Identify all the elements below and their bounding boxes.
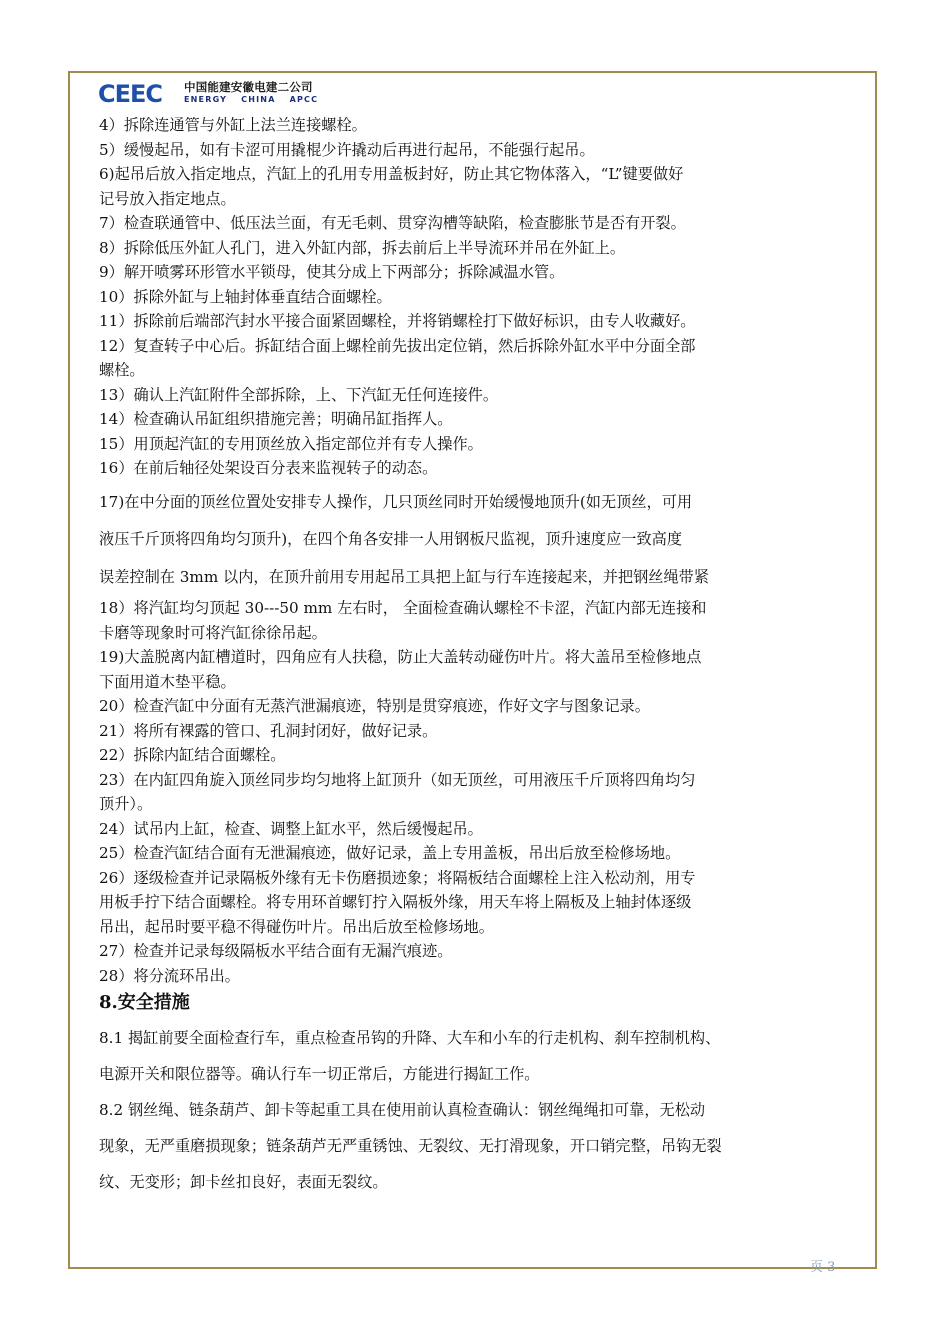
list-item: 23）在内缸四角旋入顶丝同步均匀地将上缸顶升（如无顶丝，可用液压千斤顶将四角均匀 [99, 770, 696, 789]
list-item: 13）确认上汽缸附件全部拆除，上、下汽缸无任何连接件。 [99, 385, 499, 404]
list-item: 22）拆除内缸结合面螺栓。 [99, 746, 286, 764]
list-item: 10）拆除外缸与上轴封体垂直结合面螺栓。 [99, 287, 392, 306]
list-item: 5）缓慢起吊，如有卡涩可用撬棍少许撬动后再进行起吊，不能强行起吊。 [99, 140, 595, 159]
list-item: 吊出，起吊时要平稳不得碰伤叶片。吊出后放至检修场地。 [99, 917, 494, 936]
ceec-logo [98, 81, 180, 105]
list-item: 27）检查并记录每级隔板水平结合面有无漏汽痕迹。 [99, 942, 453, 960]
list-item: 6)起吊后放入指定地点，汽缸上的孔用专用盖板封好，防止其它物体落入，“L”键要做好 [99, 165, 684, 183]
company-name-en: ENERGY CHINA APCC [184, 94, 319, 104]
step-list-continued [99, 596, 844, 988]
step-list [99, 113, 844, 481]
section-heading: 8.安全措施 [99, 992, 190, 1013]
list-item: 液压千斤顶将四角均匀顶升)，在四个角各安排一人用钢板尺监视，顶升速度应一致高度 [99, 530, 683, 548]
list-item: 8）拆除低压外缸人孔门，进入外缸内部，拆去前后上半导流环并吊在外缸上。 [99, 238, 626, 257]
list-item: 17)在中分面的顶丝位置处安排专人操作，几只顶丝同时开始缓慢地顶升(如无顶丝，可用 [99, 492, 693, 511]
safety-measures [99, 1020, 844, 1200]
list-item: 18）将汽缸均匀顶起 30---50 mm 左右时， 全面检查确认螺栓不卡涩，汽缸内部无连接和 [99, 599, 707, 617]
paragraph-line: 纹、无变形；卸卡丝扣良好，表面无裂纹。 [99, 1173, 388, 1191]
list-item: 14）检查确认吊缸组织措施完善；明确吊缸指挥人。 [99, 410, 453, 428]
list-item: 9）解开喷雾环形管水平锁母，使其分成上下两部分；拆除减温水管。 [99, 263, 565, 281]
list-item: 卡磨等现象时可将汽缸徐徐吊起。 [99, 623, 327, 642]
list-item: 28）将分流环吊出。 [99, 966, 240, 985]
list-item: 螺栓。 [99, 361, 145, 379]
company-header [98, 80, 318, 106]
list-item: 12）复查转子中心后。拆缸结合面上螺栓前先拔出定位销，然后拆除外缸水平中分面全部 [99, 336, 696, 355]
paragraph-line: 8.2 钢丝绳、链条葫芦、卸卡等起重工具在使用前认真检查确认：钢丝绳绳扣可靠，无松动 [99, 1101, 706, 1119]
list-item: 4）拆除连通管与外缸上法兰连接螺栓。 [99, 116, 367, 134]
document-body [99, 113, 844, 1200]
list-item: 24）试吊内上缸，检查、调整上缸水平，然后缓慢起吊。 [99, 819, 483, 838]
list-item: 用板手拧下结合面螺栓。将专用环首螺钉拧入隔板外缘，用天车将上隔板及上轴封体逐级 [99, 893, 692, 911]
paragraph-line: 电源开关和限位器等。确认行车一切正常后，方能进行揭缸工作。 [99, 1065, 540, 1083]
list-item: 顶升）。 [99, 795, 153, 813]
list-item: 20）检查汽缸中分面有无蒸汽泄漏痕迹，特别是贯穿痕迹，作好文字与图象记录。 [99, 697, 650, 715]
list-item: 19)大盖脱离内缸槽道时，四角应有人扶稳，防止大盖转动碰伤叶片。将大盖吊至检修地点 [99, 648, 702, 666]
step-17-block [99, 484, 844, 597]
list-item: 11）拆除前后端部汽封水平接合面紧固螺栓，并将销螺栓打下做好标识，由专人收藏好。 [99, 312, 696, 330]
logo-lettering: CEEC [98, 81, 163, 105]
company-name-cn: 中国能建安徽电建二公司 [184, 80, 313, 95]
list-item: 下面用道木垫平稳。 [99, 672, 236, 691]
paragraph-line: 现象，无严重磨损现象；链条葫芦无严重锈蚀、无裂纹、无打滑现象，开口销完整，吊钩无裂 [99, 1137, 722, 1155]
page-number: 页 3 [810, 1260, 836, 1275]
list-item: 7）检查联通管中、低压法兰面，有无毛刺、贯穿沟槽等缺陷，检查膨胀节是否有开裂。 [99, 214, 686, 232]
list-item: 误差控制在 3mm 以内，在顶升前用专用起吊工具把上缸与行车连接起来，并把钢丝绳带紧 [99, 567, 710, 586]
list-item: 16）在前后轴径处架设百分表来监视转子的动态。 [99, 459, 438, 477]
list-item: 21）将所有裸露的管口、孔洞封闭好，做好记录。 [99, 721, 438, 740]
list-item: 25）检查汽缸结合面有无泄漏痕迹，做好记录，盖上专用盖板，吊出后放至检修场地。 [99, 844, 681, 862]
paragraph-line: 8.1 揭缸前要全面检查行车，重点检查吊钩的升降、大车和小车的行走机构、刹车控制机构、 [99, 1029, 721, 1047]
list-item: 记号放入指定地点。 [99, 189, 236, 208]
list-item: 15）用顶起汽缸的专用顶丝放入指定部位并有专人操作。 [99, 434, 483, 453]
list-item: 26）逐级检查并记录隔板外缘有无卡伤磨损迹象；将隔板结合面螺栓上注入松动剂，用专 [99, 868, 696, 887]
